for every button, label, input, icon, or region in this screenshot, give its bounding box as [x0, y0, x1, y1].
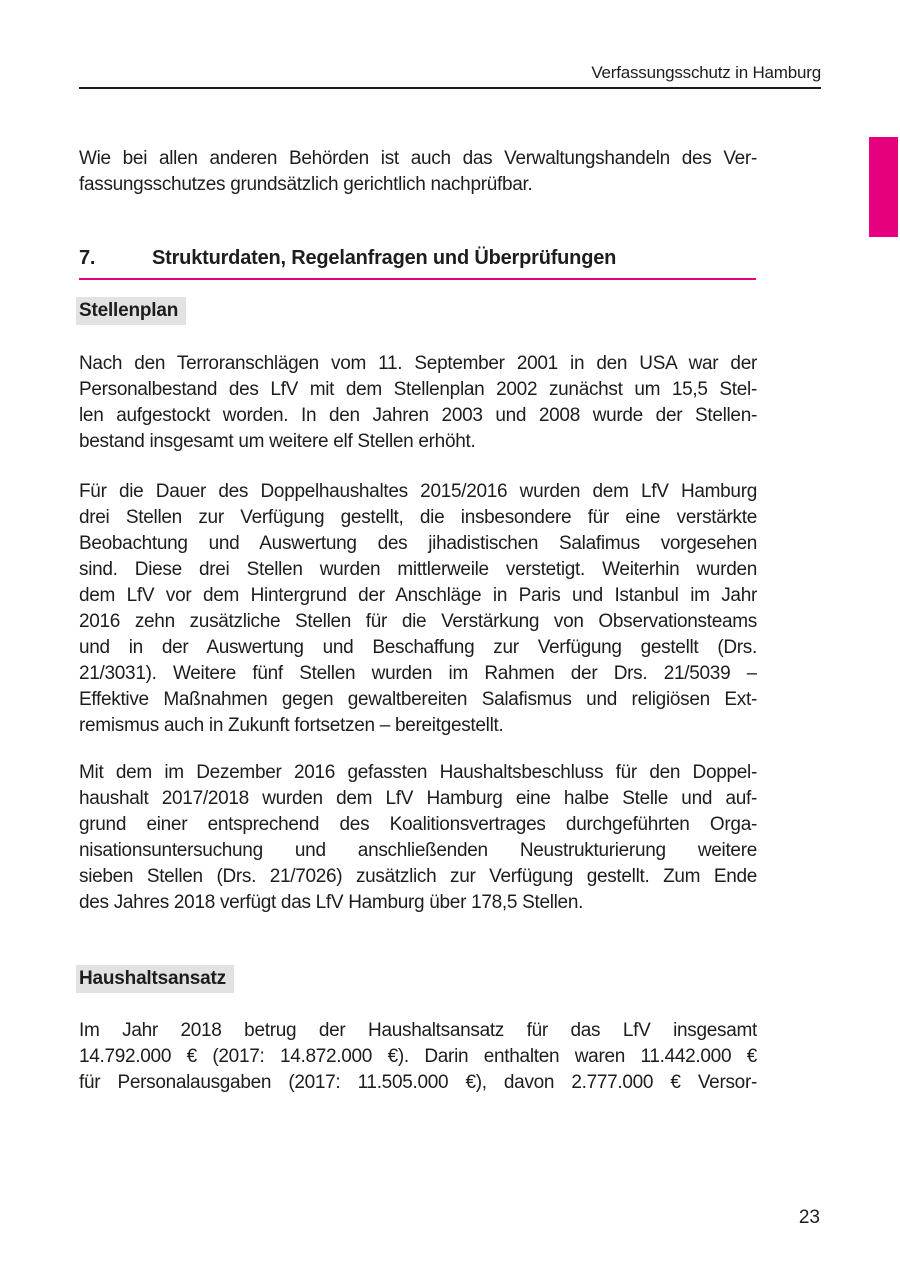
text-line: len aufgestockt worden. In den Jahren 2003 und 2008 wurde der Stellen- [79, 405, 757, 426]
page-number: 23 [798, 1207, 820, 1228]
section-heading [79, 245, 757, 271]
text-line: Nach den Terroranschlägen vom 11. September 2001 in den USA war der [79, 353, 757, 374]
text-line: fassungsschutzes grundsätzlich gerichtlich nachprüfbar. [79, 174, 533, 195]
text-line: Wie bei allen anderen Behörden ist auch das Verwaltungshandeln des Ver- [79, 148, 757, 169]
text-line: Personalbestand des LfV mit dem Stellenplan 2002 zunächst um 15,5 Stel- [79, 379, 757, 400]
chapter-tab-marker [869, 137, 898, 237]
subsection-heading-haushaltsansatz [76, 965, 234, 993]
text-line: 2016 zehn zusätzliche Stellen für die Verstärkung von Observationsteams [79, 611, 757, 632]
section-number: 7. [79, 247, 96, 269]
section-title: Strukturdaten, Regelanfragen und Überprüfungen [152, 247, 617, 269]
text-line: grund einer entsprechend des Koalitionsvertrages durchgeführten Orga- [79, 814, 757, 835]
text-line: remismus auch in Zukunft fortsetzen – bereitgestellt. [79, 715, 504, 736]
running-header [79, 62, 821, 84]
text-line: bestand insgesamt um weitere elf Stellen erhöht. [79, 431, 476, 452]
text-line: und in der Auswertung und Beschaffung zur Verfügung gestellt (Drs. [79, 637, 757, 658]
intro-paragraph [79, 146, 757, 198]
text-line: Effektive Maßnahmen gegen gewaltbereiten Salafismus und religiösen Ext- [79, 689, 757, 710]
text-line: nisationsuntersuchung und anschließenden Neustrukturierung weitere [79, 840, 757, 861]
text-line: 21/3031). Weitere fünf Stellen wurden im Rahmen der Drs. 21/5039 – [79, 663, 757, 684]
running-header-title: Verfassungsschutz in Hamburg [591, 63, 821, 82]
stellenplan-paragraph-3 [79, 760, 757, 916]
text-line: 14.792.000 € (2017: 14.872.000 €). Darin enthalten waren 11.442.000 € [79, 1046, 757, 1067]
text-line: haushalt 2017/2018 wurden dem LfV Hamburg eine halbe Stelle und auf- [79, 788, 757, 809]
header-rule [79, 87, 821, 89]
stellenplan-paragraph-2 [79, 479, 757, 739]
text-line: sind. Diese drei Stellen wurden mittlerweile verstetigt. Weiterhin wurden [79, 559, 757, 580]
subsection-heading-label: Stellenplan [76, 297, 186, 325]
text-line: des Jahres 2018 verfügt das LfV Hamburg über 178,5 Stellen. [79, 892, 584, 913]
text-line: Im Jahr 2018 betrug der Haushaltsansatz für das LfV insgesamt [79, 1020, 757, 1041]
text-line: Beobachtung und Auswertung des jihadistischen Salafimus vorgesehen [79, 533, 757, 554]
text-line: Für die Dauer des Doppelhaushaltes 2015/2016 wurden dem LfV Hamburg [79, 481, 757, 502]
stellenplan-paragraph-1 [79, 351, 757, 455]
text-line: drei Stellen zur Verfügung gestellt, die insbesondere für eine verstärkte [79, 507, 757, 528]
text-line: Mit dem im Dezember 2016 gefassten Haushaltsbeschluss für den Doppel- [79, 762, 757, 783]
subsection-heading-stellenplan [76, 297, 186, 325]
text-line: für Personalausgaben (2017: 11.505.000 €), davon 2.777.000 € Versor- [79, 1072, 757, 1093]
section-heading-rule [79, 278, 756, 280]
text-line: sieben Stellen (Drs. 21/7026) zusätzlich zur Verfügung gestellt. Zum Ende [79, 866, 757, 887]
subsection-heading-label: Haushaltsansatz [76, 965, 234, 993]
text-line: dem LfV vor dem Hintergrund der Anschläge in Paris und Istanbul im Jahr [79, 585, 757, 606]
haushaltsansatz-paragraph-1 [79, 1018, 757, 1096]
